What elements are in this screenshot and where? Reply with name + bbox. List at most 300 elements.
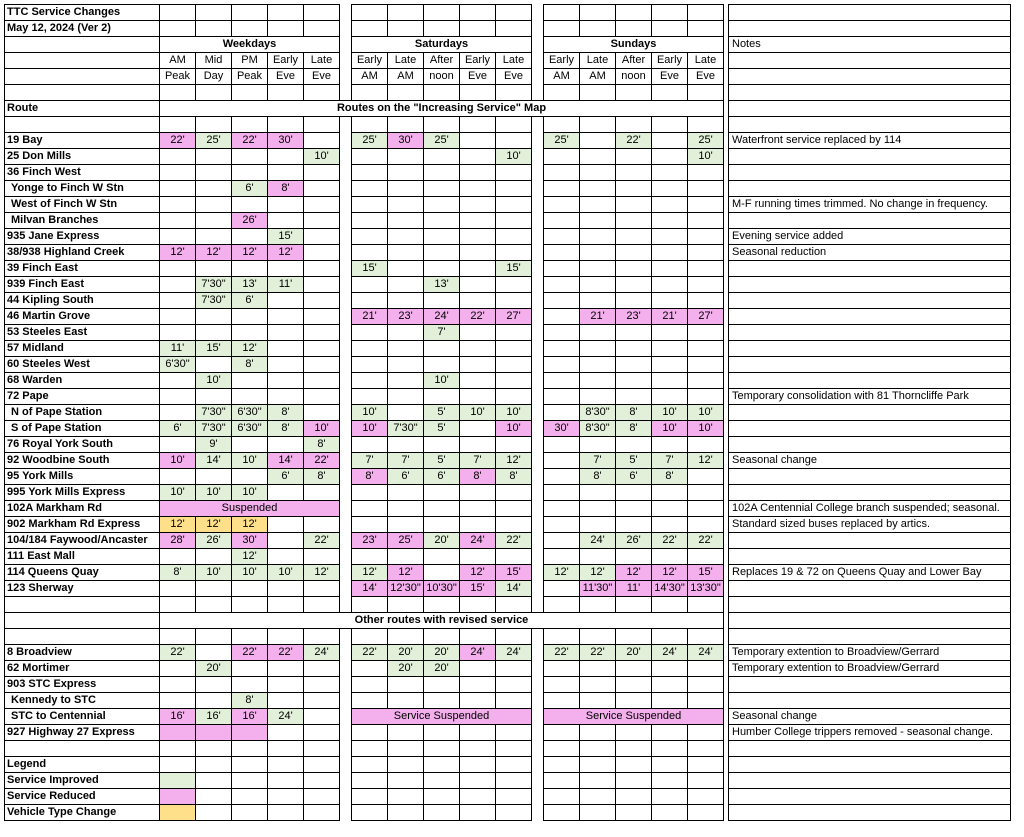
- frequency-cell: [580, 133, 616, 149]
- gap-cell: [340, 341, 352, 357]
- gap-cell: [340, 453, 352, 469]
- gap-cell: [532, 261, 544, 277]
- frequency-cell: [388, 197, 424, 213]
- section-row: [5, 613, 1011, 629]
- frequency-cell: 20': [388, 661, 424, 677]
- frequency-cell: 10': [196, 373, 232, 389]
- frequency-cell: [388, 213, 424, 229]
- frequency-cell: [544, 389, 580, 405]
- empty-cell: [424, 117, 460, 133]
- frequency-cell: [352, 245, 388, 261]
- frequency-cell: [304, 517, 340, 533]
- frequency-cell: [268, 341, 304, 357]
- frequency-cell: 6': [616, 469, 652, 485]
- empty-cell: [652, 805, 688, 821]
- frequency-cell: [232, 325, 268, 341]
- frequency-cell: [268, 373, 304, 389]
- frequency-cell: 25': [544, 133, 580, 149]
- frequency-cell: [268, 309, 304, 325]
- route-row: [5, 341, 1011, 357]
- frequency-cell: [196, 261, 232, 277]
- gap-cell: [532, 213, 544, 229]
- gap-cell: [340, 405, 352, 421]
- row-label: [5, 85, 160, 101]
- frequency-cell: [496, 197, 532, 213]
- gap-cell: [532, 293, 544, 309]
- frequency-cell: 10': [652, 421, 688, 437]
- frequency-cell: 8': [304, 437, 340, 453]
- empty-cell: [196, 773, 232, 789]
- frequency-cell: 10': [160, 453, 196, 469]
- frequency-cell: [616, 437, 652, 453]
- gap-cell: [532, 421, 544, 437]
- frequency-cell: 10': [352, 405, 388, 421]
- frequency-cell: [580, 725, 616, 741]
- frequency-cell: [232, 373, 268, 389]
- frequency-cell: [424, 485, 460, 501]
- frequency-cell: 8': [496, 469, 532, 485]
- route-name: 95 York Mills: [5, 469, 160, 485]
- period-header: Day: [196, 69, 232, 85]
- period-header: Late: [388, 53, 424, 69]
- empty-cell: [544, 629, 580, 645]
- frequency-cell: [544, 661, 580, 677]
- frequency-cell: [688, 517, 724, 533]
- frequency-cell: [352, 549, 388, 565]
- corner-cell: [5, 613, 160, 629]
- frequency-cell: [304, 373, 340, 389]
- empty-cell: [352, 741, 388, 757]
- frequency-cell: [160, 293, 196, 309]
- frequency-cell: 22': [460, 309, 496, 325]
- route-name: 62 Mortimer: [5, 661, 160, 677]
- frequency-cell: 14': [268, 453, 304, 469]
- gap-cell: [532, 181, 544, 197]
- empty-cell: [268, 773, 304, 789]
- route-row: [5, 581, 1011, 597]
- frequency-cell: [304, 133, 340, 149]
- empty-cell: [688, 597, 724, 613]
- route-row: [5, 501, 1011, 517]
- corner-cell: [5, 53, 160, 69]
- frequency-cell: [388, 485, 424, 501]
- route-row: [5, 437, 1011, 453]
- row-label: [5, 629, 160, 645]
- legend-row: [5, 773, 1011, 789]
- frequency-cell: 8'30": [580, 405, 616, 421]
- frequency-cell: [616, 229, 652, 245]
- frequency-cell: 22': [580, 645, 616, 661]
- frequency-cell: 10': [304, 149, 340, 165]
- frequency-cell: 10': [268, 565, 304, 581]
- frequency-cell: 13': [424, 277, 460, 293]
- period-header: Eve: [688, 69, 724, 85]
- corner-cell: [5, 69, 160, 85]
- frequency-cell: 24': [496, 645, 532, 661]
- gap-cell: [532, 53, 544, 69]
- empty-cell: [496, 117, 532, 133]
- route-row: [5, 709, 1011, 725]
- frequency-cell: [232, 677, 268, 693]
- frequency-cell: [160, 213, 196, 229]
- empty-cell: [424, 21, 460, 37]
- frequency-cell: 10': [304, 421, 340, 437]
- frequency-cell: [652, 133, 688, 149]
- frequency-cell: 12': [388, 565, 424, 581]
- frequency-cell: 15': [196, 341, 232, 357]
- frequency-cell: 15': [496, 565, 532, 581]
- gap-cell: [340, 277, 352, 293]
- frequency-cell: [304, 709, 340, 725]
- frequency-cell: [652, 357, 688, 373]
- frequency-cell: [268, 661, 304, 677]
- frequency-cell: [352, 725, 388, 741]
- empty-cell: [196, 757, 232, 773]
- frequency-cell: [496, 725, 532, 741]
- note-cell: [729, 69, 1011, 85]
- frequency-cell: [460, 661, 496, 677]
- empty-cell: [304, 5, 340, 21]
- frequency-cell: [352, 693, 388, 709]
- frequency-cell: 21': [580, 309, 616, 325]
- frequency-cell: [388, 549, 424, 565]
- route-note: [729, 165, 1011, 181]
- empty-cell: [688, 805, 724, 821]
- frequency-cell: [388, 165, 424, 181]
- frequency-cell: 8': [616, 405, 652, 421]
- frequency-cell: [616, 549, 652, 565]
- frequency-cell: [460, 213, 496, 229]
- gap-cell: [340, 37, 352, 53]
- frequency-cell: [196, 149, 232, 165]
- frequency-cell: 10': [352, 421, 388, 437]
- frequency-cell: 25': [688, 133, 724, 149]
- route-name: 902 Markham Rd Express: [5, 517, 160, 533]
- frequency-cell: [268, 165, 304, 181]
- frequency-cell: [688, 165, 724, 181]
- frequency-cell: [652, 181, 688, 197]
- route-name: 927 Highway 27 Express: [5, 725, 160, 741]
- frequency-cell: [304, 309, 340, 325]
- gap-cell: [532, 517, 544, 533]
- frequency-cell: [460, 293, 496, 309]
- route-name: 57 Midland: [5, 341, 160, 357]
- frequency-cell: 25': [424, 133, 460, 149]
- frequency-cell: [460, 245, 496, 261]
- period-header: Late: [304, 53, 340, 69]
- route-name: 25 Don Mills: [5, 149, 160, 165]
- route-row: [5, 309, 1011, 325]
- frequency-cell: 12': [652, 565, 688, 581]
- frequency-cell: 22': [268, 645, 304, 661]
- frequency-cell: 22': [652, 533, 688, 549]
- frequency-cell: [580, 197, 616, 213]
- note-cell: [729, 629, 1011, 645]
- gap-cell: [532, 341, 544, 357]
- frequency-cell: [304, 181, 340, 197]
- frequency-cell: [352, 517, 388, 533]
- empty-cell: [232, 117, 268, 133]
- empty-cell: [268, 629, 304, 645]
- route-note: Standard sized buses replaced by artics.: [729, 517, 1011, 533]
- frequency-cell: [616, 725, 652, 741]
- frequency-cell: 7': [652, 453, 688, 469]
- empty-cell: [196, 21, 232, 37]
- gap-cell: [532, 245, 544, 261]
- frequency-cell: [268, 725, 304, 741]
- empty-cell: [652, 5, 688, 21]
- route-note: [729, 533, 1011, 549]
- empty-cell: [688, 85, 724, 101]
- frequency-cell: [580, 677, 616, 693]
- gap-cell: [532, 501, 544, 517]
- gap-cell: [340, 421, 352, 437]
- frequency-cell: 12': [688, 453, 724, 469]
- frequency-cell: [460, 133, 496, 149]
- frequency-cell: [160, 197, 196, 213]
- empty-cell: [196, 5, 232, 21]
- empty-cell: [232, 773, 268, 789]
- route-name: 68 Warden: [5, 373, 160, 389]
- frequency-cell: [688, 213, 724, 229]
- period-header: Early: [652, 53, 688, 69]
- route-row: [5, 165, 1011, 181]
- frequency-cell: [652, 725, 688, 741]
- frequency-cell: 12': [616, 565, 652, 581]
- title-row: [5, 5, 1011, 21]
- frequency-cell: [352, 165, 388, 181]
- empty-cell: [460, 117, 496, 133]
- frequency-cell: [304, 725, 340, 741]
- frequency-cell: [544, 533, 580, 549]
- frequency-cell: [580, 325, 616, 341]
- frequency-cell: 12': [544, 565, 580, 581]
- frequency-cell: 27': [688, 309, 724, 325]
- blank-row: [5, 85, 1011, 101]
- frequency-cell: [688, 677, 724, 693]
- gap-cell: [532, 37, 544, 53]
- frequency-cell: [544, 501, 580, 517]
- empty-cell: [424, 789, 460, 805]
- frequency-cell: [580, 485, 616, 501]
- route-note: [729, 373, 1011, 389]
- empty-cell: [232, 85, 268, 101]
- frequency-cell: [652, 261, 688, 277]
- gap-cell: [340, 741, 352, 757]
- gap-cell: [340, 773, 352, 789]
- frequency-cell: [460, 389, 496, 405]
- frequency-cell: [352, 661, 388, 677]
- frequency-cell: 7': [460, 453, 496, 469]
- route-name: 8 Broadview: [5, 645, 160, 661]
- frequency-cell: [496, 213, 532, 229]
- empty-cell: [688, 629, 724, 645]
- frequency-cell: [304, 389, 340, 405]
- gap-cell: [340, 517, 352, 533]
- frequency-cell: [352, 293, 388, 309]
- empty-cell: [496, 597, 532, 613]
- route-name: STC to Centennial: [5, 709, 160, 725]
- empty-cell: [388, 85, 424, 101]
- route-row: [5, 389, 1011, 405]
- empty-cell: [304, 117, 340, 133]
- empty-cell: [424, 597, 460, 613]
- route-row: [5, 517, 1011, 533]
- route-name: 935 Jane Express: [5, 229, 160, 245]
- empty-cell: [160, 757, 196, 773]
- route-row: [5, 725, 1011, 741]
- frequency-cell: [544, 197, 580, 213]
- route-row: [5, 181, 1011, 197]
- empty-cell: [496, 5, 532, 21]
- frequency-cell: 11': [268, 277, 304, 293]
- frequency-cell: 10': [232, 453, 268, 469]
- empty-cell: [388, 757, 424, 773]
- empty-cell: [388, 789, 424, 805]
- frequency-cell: [460, 325, 496, 341]
- route-note: Humber College trippers removed - seasonal change.: [729, 725, 1011, 741]
- frequency-cell: [544, 437, 580, 453]
- empty-cell: [460, 5, 496, 21]
- frequency-cell: [616, 517, 652, 533]
- frequency-cell: 11': [160, 341, 196, 357]
- frequency-cell: [160, 149, 196, 165]
- gap-cell: [340, 533, 352, 549]
- empty-cell: [580, 21, 616, 37]
- empty-cell: [616, 629, 652, 645]
- empty-cell: [196, 805, 232, 821]
- empty-cell: [544, 21, 580, 37]
- empty-cell: [304, 805, 340, 821]
- period-header-row: [5, 69, 1011, 85]
- route-note: [729, 261, 1011, 277]
- frequency-cell: [388, 501, 424, 517]
- frequency-cell: [268, 485, 304, 501]
- route-note: Temporary extention to Broadview/Gerrard: [729, 661, 1011, 677]
- row-label: [5, 117, 160, 133]
- frequency-cell: 13'30": [688, 581, 724, 597]
- route-note: Seasonal change: [729, 453, 1011, 469]
- route-row: [5, 133, 1011, 149]
- frequency-cell: 22': [304, 453, 340, 469]
- note-cell: [729, 597, 1011, 613]
- frequency-cell: [544, 309, 580, 325]
- subtitle-row: [5, 21, 1011, 37]
- period-header: Eve: [268, 69, 304, 85]
- empty-cell: [424, 629, 460, 645]
- empty-cell: [652, 629, 688, 645]
- frequency-cell: 12': [232, 517, 268, 533]
- notes-header: Notes: [729, 37, 1011, 53]
- gap-cell: [532, 565, 544, 581]
- empty-cell: [616, 741, 652, 757]
- period-header: After: [424, 53, 460, 69]
- gap-cell: [340, 389, 352, 405]
- empty-cell: [304, 21, 340, 37]
- empty-cell: [616, 85, 652, 101]
- frequency-cell: 22': [496, 533, 532, 549]
- frequency-cell: [496, 277, 532, 293]
- frequency-cell: [160, 661, 196, 677]
- empty-cell: [496, 85, 532, 101]
- suspended-cell: Suspended: [160, 501, 340, 517]
- empty-cell: [352, 117, 388, 133]
- frequency-cell: 10': [196, 485, 232, 501]
- gap-cell: [532, 325, 544, 341]
- frequency-cell: [616, 341, 652, 357]
- note-cell: [729, 101, 1011, 117]
- frequency-cell: [304, 277, 340, 293]
- route-name: 104/184 Faywood/Ancaster: [5, 533, 160, 549]
- empty-cell: [652, 757, 688, 773]
- frequency-cell: [424, 549, 460, 565]
- frequency-cell: [652, 549, 688, 565]
- gap-cell: [532, 5, 544, 21]
- frequency-cell: [616, 501, 652, 517]
- frequency-cell: 20': [424, 645, 460, 661]
- gap-cell: [340, 549, 352, 565]
- frequency-cell: [196, 645, 232, 661]
- frequency-cell: [688, 373, 724, 389]
- gap-cell: [340, 5, 352, 21]
- frequency-cell: [544, 165, 580, 181]
- empty-cell: [496, 789, 532, 805]
- route-header: Route: [5, 101, 160, 117]
- frequency-cell: [544, 405, 580, 421]
- frequency-cell: [196, 389, 232, 405]
- frequency-cell: 26': [232, 213, 268, 229]
- empty-cell: [580, 789, 616, 805]
- gap-cell: [532, 117, 544, 133]
- empty-cell: [268, 117, 304, 133]
- frequency-cell: [352, 325, 388, 341]
- empty-cell: [544, 117, 580, 133]
- frequency-cell: [688, 485, 724, 501]
- empty-cell: [352, 773, 388, 789]
- frequency-cell: [268, 533, 304, 549]
- route-note: Seasonal reduction: [729, 245, 1011, 261]
- period-header-row: [5, 53, 1011, 69]
- frequency-cell: [304, 165, 340, 181]
- frequency-cell: 10': [688, 149, 724, 165]
- frequency-cell: [160, 165, 196, 181]
- frequency-cell: [580, 549, 616, 565]
- route-row: [5, 693, 1011, 709]
- frequency-cell: [268, 261, 304, 277]
- empty-cell: [688, 773, 724, 789]
- frequency-cell: 24': [688, 645, 724, 661]
- frequency-cell: 10': [460, 405, 496, 421]
- frequency-cell: 6'30": [160, 357, 196, 373]
- frequency-cell: [232, 309, 268, 325]
- empty-cell: [652, 85, 688, 101]
- route-note: [729, 341, 1011, 357]
- frequency-cell: [424, 437, 460, 453]
- empty-cell: [304, 789, 340, 805]
- route-name: 19 Bay: [5, 133, 160, 149]
- frequency-cell: [652, 485, 688, 501]
- frequency-cell: [544, 373, 580, 389]
- frequency-cell: [232, 165, 268, 181]
- period-header: AM: [580, 69, 616, 85]
- frequency-cell: [652, 373, 688, 389]
- route-row: [5, 549, 1011, 565]
- gap-cell: [532, 757, 544, 773]
- frequency-cell: [616, 677, 652, 693]
- frequency-cell: 6'30": [232, 405, 268, 421]
- frequency-cell: [580, 389, 616, 405]
- route-note: [729, 405, 1011, 421]
